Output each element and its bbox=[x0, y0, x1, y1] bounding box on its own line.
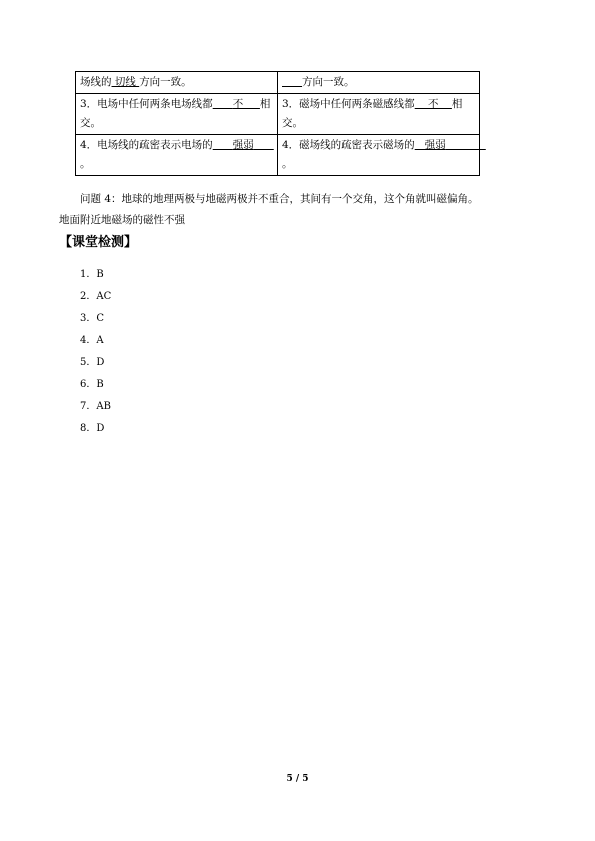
list-item: 1．B bbox=[80, 269, 104, 280]
fill-blank-answer bbox=[213, 139, 233, 151]
section-title: 【课堂检测】 bbox=[59, 235, 138, 250]
list-item: 6．B bbox=[80, 379, 104, 390]
page-number: 5 / 5 bbox=[286, 774, 309, 784]
table-row bbox=[76, 135, 480, 176]
fill-blank-answer bbox=[213, 98, 233, 110]
cell-text: 4．电场线的疏密表示电场的 bbox=[80, 139, 213, 151]
fill-blank-answer bbox=[446, 139, 486, 151]
fill-blank-answer: 不 bbox=[414, 98, 452, 110]
cell-text: 方向一致。 bbox=[139, 76, 192, 88]
question-4-line: 问题 4：地球的地理两极与地磁两极并不重合，其间有一个交角，这个角就叫磁偏角。 bbox=[80, 193, 479, 205]
cell-text: 场线的 bbox=[80, 76, 112, 88]
magnetic-field-cell bbox=[278, 72, 480, 94]
list-item: 7．AB bbox=[80, 401, 111, 412]
fill-blank-answer: 不 bbox=[232, 98, 260, 110]
electric-field-cell bbox=[76, 72, 278, 94]
fill-blank-answer: 切线 bbox=[111, 76, 140, 88]
cell-text: 相交。 bbox=[282, 98, 463, 129]
cell-text: 相交。 bbox=[80, 98, 271, 129]
cell-text: 。 bbox=[282, 158, 293, 170]
list-item: 8．D bbox=[80, 423, 105, 434]
fill-blank-answer bbox=[282, 76, 302, 88]
cell-text: 。 bbox=[80, 158, 91, 170]
list-item: 4．A bbox=[80, 335, 104, 346]
table-row bbox=[76, 94, 480, 135]
cell-text: 3．磁场中任何两条磁感线都 bbox=[282, 98, 415, 110]
fill-blank-answer: 强弱 bbox=[414, 139, 446, 151]
cell-text: 3．电场中任何两条电场线都 bbox=[80, 98, 213, 110]
fill-blank-answer: 强弱 bbox=[232, 139, 274, 151]
cell-text: 4．磁场线的疏密表示磁场的 bbox=[282, 139, 415, 151]
list-item: 5．D bbox=[80, 357, 105, 368]
answer-list bbox=[80, 264, 111, 440]
table-row bbox=[76, 72, 480, 94]
magnetic-field-cell bbox=[278, 94, 480, 135]
list-item: 3．C bbox=[80, 313, 105, 324]
magnetic-field-cell bbox=[278, 135, 480, 176]
list-item: 2．AC bbox=[80, 291, 112, 302]
question-4-line: 地面附近地磁场的磁性不强 bbox=[59, 214, 185, 226]
cell-text: 方向一致。 bbox=[302, 76, 355, 88]
electric-field-cell bbox=[76, 135, 278, 176]
electric-field-cell bbox=[76, 94, 278, 135]
question-4-paragraph bbox=[59, 189, 539, 231]
comparison-table bbox=[75, 71, 480, 176]
